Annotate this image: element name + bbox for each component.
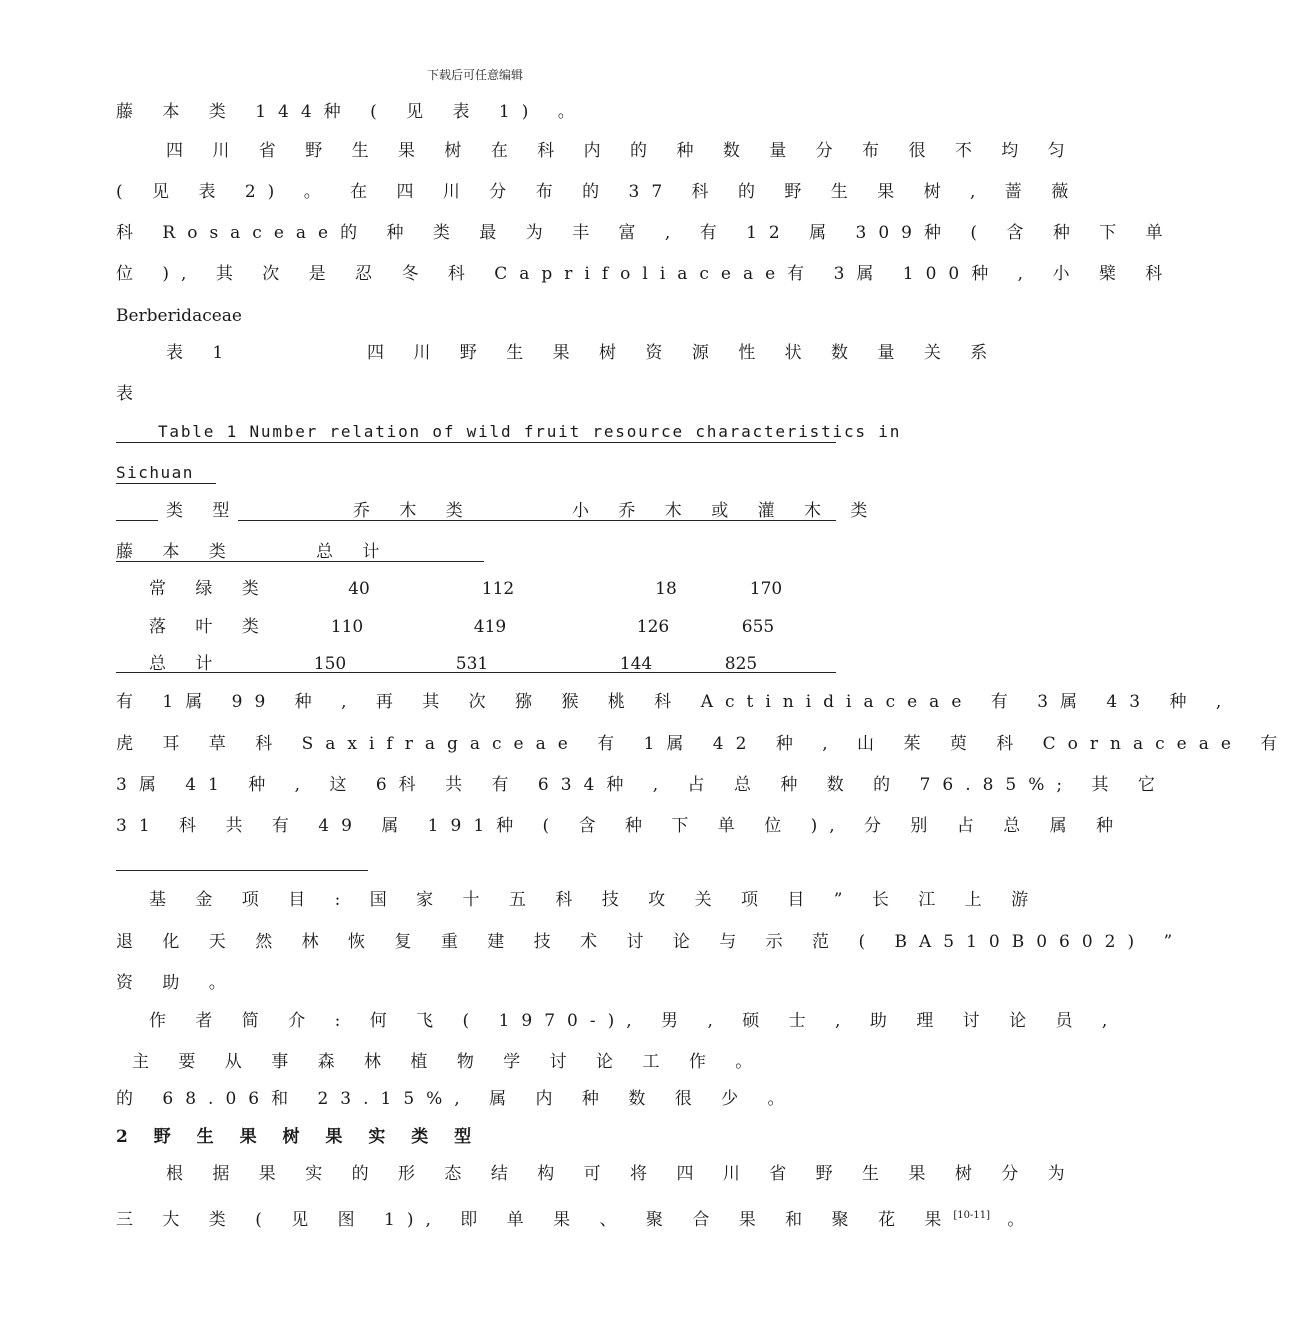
- table-rule: [116, 520, 158, 521]
- table-caption-title: 四 川 野 生 果 树 资 源 性 状 数 量 关 系: [367, 343, 1000, 363]
- table-cell: 110: [330, 617, 364, 637]
- paragraph-line: 科 Rosaceae的 种 类 最 为 丰 富 , 有 12 属 309种 ( 含 种 下 单: [116, 223, 1175, 243]
- table-cell: 144: [619, 654, 653, 674]
- paragraph-line: 虎 耳 草 科 Saxifragaceae 有 1属 42 种 , 山 茱 萸 科 Cornaceae 有: [116, 734, 1289, 754]
- paragraph-line: [116, 1205, 1036, 1231]
- table-header-shrub: 小 乔 木 或 灌 木 类: [572, 501, 880, 521]
- footnote-line: 基 金 项 目 : 国 家 十 五 科 技 攻 关 项 目 ” 长 江 上 游: [149, 890, 1041, 910]
- table-cell: 112: [481, 579, 515, 599]
- paragraph-line: 根 据 果 实 的 形 态 结 构 可 将 四 川 省 野 生 果 树 分 为: [166, 1164, 1077, 1184]
- table-cell: 531: [455, 654, 489, 674]
- table-bottom-rule: [116, 672, 836, 673]
- paragraph-line: Berberidaceae: [116, 306, 242, 326]
- table-caption-label: 表 1: [166, 343, 236, 363]
- paragraph-line: 31 科 共 有 49 属 191种 ( 含 种 下 单 位 ), 分 别 占 总 属 种: [116, 816, 1126, 836]
- paragraph-text: 三 大 类 ( 见 图 1), 即 单 果 、 聚 合 果 和 聚 花 果: [116, 1210, 954, 1230]
- footnote-separator: [116, 870, 368, 871]
- paragraph-line: 有 1属 99 种 , 再 其 次 猕 猴 桃 科 Actinidiaceae 有 3属 43 种 ,: [116, 692, 1234, 712]
- footnote-line: 资 助 。: [116, 973, 238, 993]
- citation-ref: [10-11]: [953, 1210, 990, 1221]
- table-rule: [238, 520, 836, 521]
- paragraph-text: 。: [990, 1210, 1037, 1230]
- table-row-label: 总 计: [149, 654, 225, 674]
- table-cell: 126: [636, 617, 670, 637]
- footnote-line: 主 要 从 事 森 林 植 物 学 讨 论 工 作 。: [132, 1052, 765, 1072]
- table-cell: 40: [348, 579, 370, 599]
- paragraph-line: 四 川 省 野 生 果 树 在 科 内 的 种 数 量 分 布 很 不 均 匀: [166, 141, 1077, 161]
- footnote-line: 退 化 天 然 林 恢 复 重 建 技 术 讨 论 与 示 范 ( BA510B0602) ”: [116, 932, 1185, 952]
- paragraph-line: 的 68.06和 23.15%, 属 内 种 数 很 少 。: [116, 1089, 797, 1109]
- paragraph-line: 3属 41 种 , 这 6科 共 有 634种 , 占 总 种 数 的 76.85%; 其 它: [116, 775, 1167, 795]
- paragraph-line: 位 ), 其 次 是 忍 冬 科 Caprifoliaceae有 3属 100种 , 小 檗 科: [116, 264, 1175, 284]
- caption-underline: [116, 483, 216, 484]
- paragraph-line: ( 见 表 2) 。 在 四 川 分 布 的 37 科 的 野 生 果 树 , 蔷 薇: [116, 182, 1081, 202]
- table-cell: 150: [313, 654, 347, 674]
- caption-underline: [116, 442, 836, 443]
- section-heading: 2 野 生 果 树 果 实 类 型: [116, 1127, 482, 1147]
- table-caption-tail: 表: [116, 384, 133, 404]
- table-cell: 655: [741, 617, 775, 637]
- table-header-total: 总 计: [316, 542, 392, 562]
- table-cell: 419: [473, 617, 507, 637]
- table-caption-en: Table 1 Number relation of wild fruit resource characteristics in: [158, 422, 902, 441]
- table-header-vine: 藤 本 类: [116, 542, 238, 562]
- table-header-tree: 乔 木 类: [353, 501, 475, 521]
- table-rule: [116, 561, 484, 562]
- table-cell: 825: [724, 654, 758, 674]
- table-header-type: 类 型: [166, 501, 242, 521]
- table-row-label: 常 绿 类: [149, 579, 271, 599]
- table-caption-en-2: Sichuan: [116, 463, 194, 482]
- table-row-label: 落 叶 类: [149, 617, 271, 637]
- footnote-line: 作 者 简 介 : 何 飞 ( 1970-), 男 , 硕 士 , 助 理 讨 论 员 ,: [149, 1011, 1120, 1031]
- paragraph-line: 藤 本 类 144种 ( 见 表 1) 。: [116, 102, 587, 122]
- page-header-note: 下载后可任意编辑: [426, 68, 523, 82]
- table-cell: 18: [655, 579, 677, 599]
- table-cell: 170: [749, 579, 783, 599]
